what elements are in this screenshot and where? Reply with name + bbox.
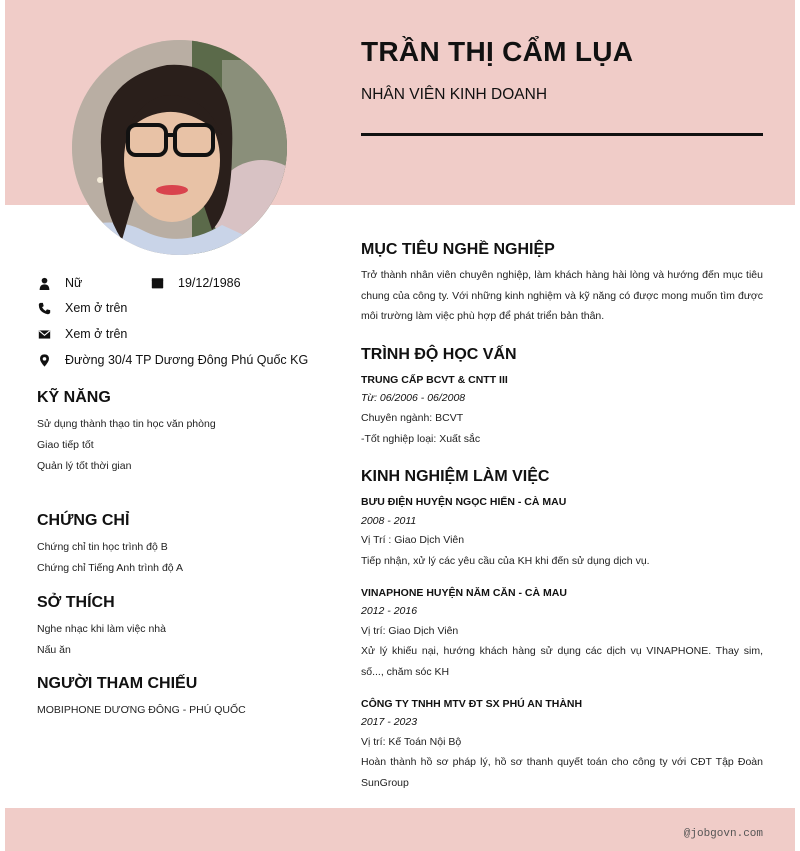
job-company: CÔNG TY TNHH MTV ĐT SX PHÚ AN THÀNH	[361, 698, 583, 710]
phone-value: Xem ở trên	[65, 301, 128, 315]
experience-heading: KINH NGHIỆM LÀM VIỆC	[361, 468, 550, 485]
person-icon	[37, 276, 51, 290]
references-heading: NGƯỜI THAM CHIẾU	[37, 675, 198, 692]
job-position: Vị trí: Kế Toán Nội Bộ	[361, 736, 462, 748]
header-divider	[361, 133, 763, 136]
gender-value: Nữ	[65, 276, 83, 290]
job-period: 2008 - 2011	[361, 515, 417, 527]
phone-icon	[37, 301, 51, 315]
job-company: BƯU ĐIỆN HUYỆN NGỌC HIỂN - CÀ MAU	[361, 496, 567, 508]
hobby-item: Nấu ăn	[37, 644, 71, 656]
envelope-icon	[37, 327, 51, 341]
education-period: Từ: 06/2006 - 06/2008	[361, 392, 466, 404]
map-pin-icon	[37, 353, 51, 367]
certificate-item: Chứng chỉ tin học trình độ B	[37, 541, 168, 553]
job-title: NHÂN VIÊN KINH DOANH	[361, 86, 548, 103]
job-period: 2017 - 2023	[361, 716, 418, 728]
job-description: Xử lý khiếu nại, hướng khách hàng sử dụng các dịch vụ VINAPHONE. Thay sim, số..., chăm sóc KH	[361, 645, 763, 678]
job-description: Hoàn thành hồ sơ pháp lý, hồ sơ thanh quyết toán cho công ty với CĐT Tập Đoàn SunGroup	[361, 756, 763, 789]
certificates-heading: CHỨNG CHỈ	[37, 512, 130, 529]
email-row	[37, 327, 127, 341]
reference-item: MOBIPHONE DƯƠNG ĐÔNG - PHÚ QUỐC	[37, 704, 246, 716]
birthday-value: 19/12/1986	[178, 276, 241, 290]
objective-heading: MỤC TIÊU NGHỀ NGHIỆP	[361, 241, 555, 258]
job-period: 2012 - 2016	[361, 605, 418, 617]
job-company: VINAPHONE HUYỆN NĂM CĂN - CÀ MAU	[361, 587, 567, 599]
job-position: Vị Trí : Giao Dịch Viên	[361, 534, 465, 546]
skill-item: Sử dụng thành thạo tin học văn phòng	[37, 418, 216, 430]
job-position: Vị trí: Giao Dịch Viên	[361, 625, 459, 637]
certificate-item: Chứng chỉ Tiếng Anh trình độ A	[37, 562, 183, 574]
school-name: TRUNG CẤP BCVT & CNTT III	[361, 374, 508, 386]
cv-page	[5, 0, 795, 851]
education-major: Chuyên ngành: BCVT	[361, 412, 464, 424]
gender-row	[37, 276, 82, 290]
hobby-item: Nghe nhạc khi làm việc nhà	[37, 623, 166, 635]
candidate-name: TRẦN THỊ CẨM LỤA	[361, 36, 634, 67]
skill-item: Quản lý tốt thời gian	[37, 460, 132, 472]
calendar-icon	[150, 276, 164, 290]
objective-text: Trở thành nhân viên chuyên nghiệp, làm khách hàng hài lòng và hướng đến mục tiêu chung của công ty. Với những kinh nghiệm và kỹ năng có được mong muốn tìm được môi trường làm việc phù hợp để phát triển bản thân.	[361, 269, 763, 322]
email-value: Xem ở trên	[65, 327, 128, 341]
watermark: @jobgovn.com	[683, 828, 763, 840]
education-heading: TRÌNH ĐỘ HỌC VẤN	[361, 346, 517, 363]
hobbies-heading: SỞ THÍCH	[37, 594, 115, 611]
footer-band	[5, 808, 795, 851]
birthday-row	[150, 276, 241, 290]
skill-item: Giao tiếp tốt	[37, 439, 94, 451]
job-description: Tiếp nhận, xử lý các yêu cầu của KH khi đến sử dụng dịch vụ.	[361, 555, 650, 567]
education-grade: -Tốt nghiệp loại: Xuất sắc	[361, 433, 481, 445]
phone-row	[37, 301, 127, 315]
skills-heading: KỸ NĂNG	[37, 389, 111, 406]
profile-photo	[72, 40, 287, 255]
address-row	[37, 353, 308, 367]
address-value: Đường 30/4 TP Dương Đông Phú Quốc KG	[65, 353, 309, 367]
